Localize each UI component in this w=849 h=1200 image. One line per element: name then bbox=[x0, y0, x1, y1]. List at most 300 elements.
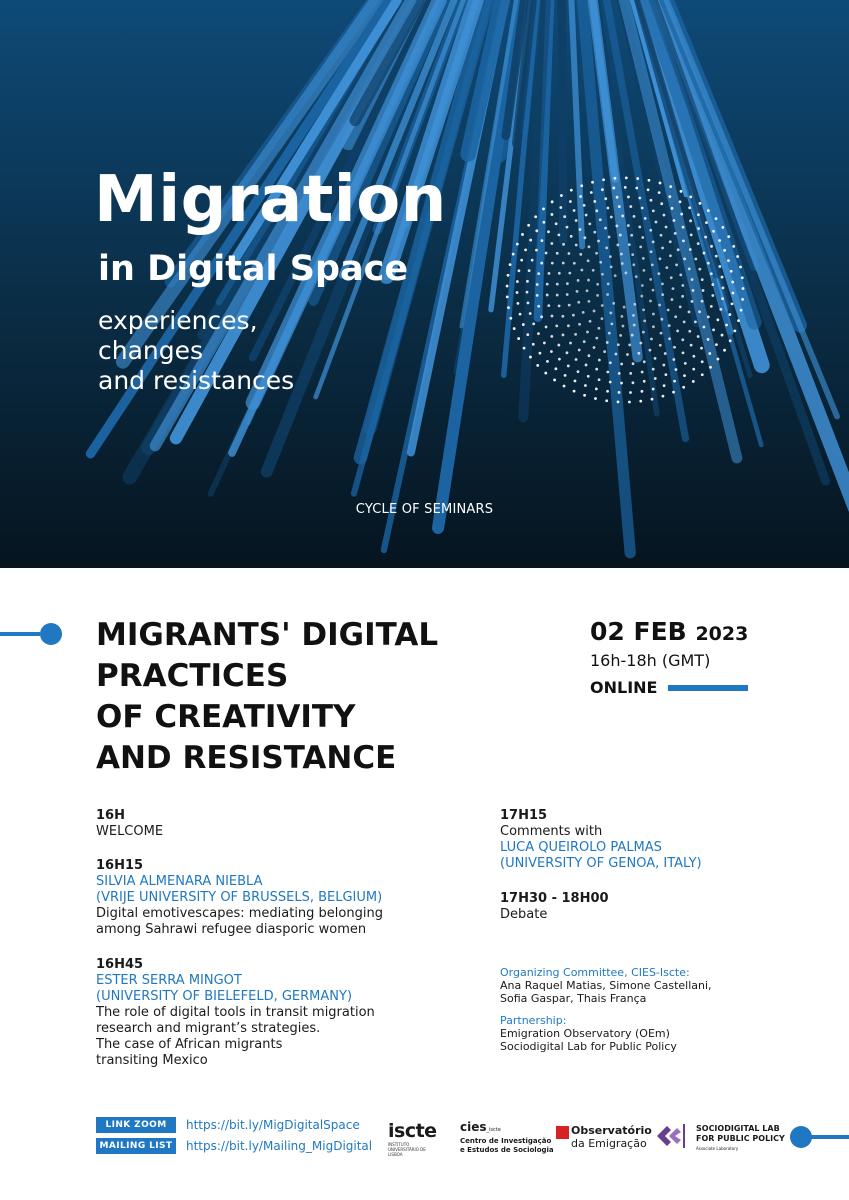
spiral-dot bbox=[707, 262, 710, 265]
spiral-dot bbox=[652, 209, 655, 212]
decorative-line-left bbox=[0, 632, 40, 636]
spiral-dot bbox=[563, 215, 566, 218]
spiral-dot bbox=[541, 239, 544, 242]
spiral-dot bbox=[516, 280, 519, 283]
spiral-dot bbox=[557, 233, 560, 236]
spiral-dot bbox=[629, 391, 632, 394]
spiral-dot bbox=[547, 230, 550, 233]
spiral-dot bbox=[652, 368, 655, 371]
spiral-dot bbox=[654, 357, 657, 360]
spiral-dot bbox=[691, 300, 694, 303]
spiral-dot bbox=[700, 347, 703, 350]
spiral-dot bbox=[580, 269, 583, 272]
spiral-dot bbox=[652, 313, 655, 316]
spiral-dot bbox=[590, 191, 593, 194]
spiral-dot bbox=[715, 217, 718, 220]
spiral-dot bbox=[587, 375, 590, 378]
spiral-dot bbox=[588, 222, 591, 225]
spiral-dot bbox=[562, 262, 565, 265]
spiral-dot bbox=[642, 308, 645, 311]
slot-time: 16H15 bbox=[96, 858, 144, 873]
programme-welcome bbox=[96, 808, 163, 840]
spiral-dot bbox=[584, 384, 587, 387]
spiral-dot bbox=[658, 191, 661, 194]
spiral-dot bbox=[697, 242, 700, 245]
hero-banner bbox=[0, 0, 849, 568]
spiral-dot bbox=[532, 322, 535, 325]
spiral-dot bbox=[701, 300, 704, 303]
speaker-affiliation: (UNIVERSITY OF GENOA, ITALY) bbox=[500, 856, 702, 871]
spiral-dot bbox=[642, 331, 645, 334]
spiral-dot bbox=[575, 219, 578, 222]
spiral-dot bbox=[603, 350, 606, 353]
committee-label: Organizing Committee, CIES-Iscte: bbox=[500, 966, 690, 979]
spiral-dot bbox=[536, 294, 539, 297]
spiral-dot bbox=[588, 300, 591, 303]
spiral-dot bbox=[684, 362, 687, 365]
spiral-dot bbox=[538, 352, 541, 355]
spiral-dot bbox=[631, 334, 634, 337]
speaker-name: SILVIA ALMENARA NIEBLA bbox=[96, 874, 263, 889]
spiral-dot bbox=[562, 334, 565, 337]
spiral-dot bbox=[622, 325, 625, 328]
spiral-dot bbox=[584, 236, 587, 239]
spiral-dot bbox=[669, 254, 672, 257]
spiral-dot bbox=[669, 240, 672, 243]
spiral-dot bbox=[741, 276, 744, 279]
spiral-dot bbox=[578, 323, 581, 326]
spiral-dot bbox=[542, 208, 545, 211]
spiral-dot bbox=[717, 358, 720, 361]
partnership-label: Partnership: bbox=[500, 1014, 567, 1027]
spiral-dot bbox=[649, 300, 652, 303]
spiral-dot bbox=[672, 287, 675, 290]
spiral-dot bbox=[537, 332, 540, 335]
spiral-dot bbox=[597, 240, 600, 243]
spiral-dot bbox=[599, 261, 602, 264]
spiral-dot bbox=[595, 368, 598, 371]
spiral-dot bbox=[632, 362, 635, 365]
spiral-dot bbox=[675, 263, 678, 266]
spiral-dot bbox=[639, 245, 642, 248]
spiral-dot bbox=[728, 313, 731, 316]
spiral-dot bbox=[526, 280, 529, 283]
spiral-dot bbox=[588, 354, 591, 357]
spiral-dot bbox=[529, 356, 532, 359]
spiral-dot bbox=[701, 373, 704, 376]
spiral-dot bbox=[587, 279, 590, 282]
spiral-dot bbox=[683, 320, 686, 323]
spiral-dot bbox=[703, 252, 706, 255]
spiral-dot bbox=[556, 283, 559, 286]
spiral-dot bbox=[681, 295, 684, 298]
spiral-dot bbox=[616, 196, 619, 199]
spiral-dot bbox=[633, 215, 636, 218]
spiral-dot bbox=[618, 205, 621, 208]
spiral-dot bbox=[632, 263, 635, 266]
spiral-dot bbox=[579, 195, 582, 198]
talk-title-line: The role of digital tools in transit migration bbox=[96, 1005, 375, 1020]
light-ray bbox=[562, 0, 564, 241]
spiral-dot bbox=[608, 332, 611, 335]
spiral-dot bbox=[721, 226, 724, 229]
spiral-dot bbox=[628, 344, 631, 347]
spiral-dot bbox=[673, 219, 676, 222]
spiral-dot bbox=[682, 239, 685, 242]
spiral-dot bbox=[608, 236, 611, 239]
spiral-dot bbox=[577, 279, 580, 282]
spiral-dot bbox=[535, 229, 538, 232]
spiral-dot bbox=[572, 314, 575, 317]
spiral-dot bbox=[673, 346, 676, 349]
talk-title-line: Digital emotivescapes: mediating belonging bbox=[96, 906, 383, 921]
spiral-dot bbox=[641, 390, 644, 393]
session-title bbox=[96, 615, 438, 779]
spiral-dot bbox=[569, 342, 572, 345]
spiral-dot bbox=[535, 249, 538, 252]
spiral-dot bbox=[591, 181, 594, 184]
spiral-dot bbox=[679, 200, 682, 203]
spiral-dot bbox=[629, 205, 632, 208]
spiral-dot bbox=[527, 302, 530, 305]
spiral-dot bbox=[615, 224, 618, 227]
spiral-dot bbox=[536, 364, 539, 367]
spiral-dot bbox=[507, 306, 510, 309]
spiral-dot bbox=[661, 247, 664, 250]
sociodigital-line: FOR PUBLIC POLICY bbox=[696, 1134, 785, 1143]
spiral-dot bbox=[614, 274, 617, 277]
spiral-dot bbox=[516, 243, 519, 246]
spiral-dot bbox=[639, 400, 642, 403]
spiral-dot bbox=[617, 401, 620, 404]
spiral-dot bbox=[668, 195, 671, 198]
spiral-dot bbox=[564, 374, 567, 377]
spiral-dot bbox=[548, 272, 551, 275]
spiral-dot bbox=[692, 355, 695, 358]
committee-members: Ana Raquel Matias, Simone Castellani, bbox=[500, 979, 712, 992]
spiral-dot bbox=[649, 278, 652, 281]
spiral-dot bbox=[594, 397, 597, 400]
spiral-dot bbox=[598, 327, 601, 330]
spiral-dot bbox=[509, 263, 512, 266]
zoom-link-label: LINK ZOOM bbox=[96, 1117, 176, 1133]
spiral-dot bbox=[644, 217, 647, 220]
spiral-dot bbox=[638, 197, 641, 200]
spiral-dot bbox=[579, 253, 582, 256]
spiral-dot bbox=[595, 337, 598, 340]
hero-subtitle: in Digital Space bbox=[98, 249, 409, 289]
sociodigital-logo-mark bbox=[655, 1120, 689, 1152]
spiral-dot bbox=[641, 236, 644, 239]
partner-name: Emigration Observatory (OEm) bbox=[500, 1027, 670, 1040]
spiral-dot bbox=[546, 283, 549, 286]
spiral-dot bbox=[633, 303, 636, 306]
spiral-dot bbox=[604, 227, 607, 230]
spiral-dot bbox=[733, 330, 736, 333]
spiral-dot bbox=[721, 297, 724, 300]
spiral-dot bbox=[553, 379, 556, 382]
zoom-link[interactable]: https://bit.ly/MigDigitalSpace bbox=[186, 1118, 360, 1132]
spiral-dot bbox=[680, 190, 683, 193]
spiral-dot bbox=[682, 386, 685, 389]
spiral-dot bbox=[555, 324, 558, 327]
spiral-dot bbox=[593, 231, 596, 234]
spiral-dot bbox=[652, 325, 655, 328]
spiral-dot bbox=[643, 360, 646, 363]
spiral-dot bbox=[669, 185, 672, 188]
spiral-dot bbox=[577, 301, 580, 304]
spiral-dot bbox=[665, 226, 668, 229]
spiral-dot bbox=[606, 293, 609, 296]
spiral-dot bbox=[647, 188, 650, 191]
spiral-dot bbox=[651, 398, 654, 401]
session-title-line: OF CREATIVITY bbox=[96, 699, 356, 735]
sociodigital-subtitle: Associate Laboratory bbox=[696, 1146, 739, 1151]
oem-logo-mark bbox=[556, 1126, 569, 1139]
spiral-dot bbox=[698, 310, 701, 313]
spiral-dot bbox=[662, 364, 665, 367]
spiral-dot bbox=[676, 330, 679, 333]
spiral-dot bbox=[731, 281, 734, 284]
spiral-dot bbox=[551, 213, 554, 216]
spiral-dot bbox=[568, 304, 571, 307]
spiral-dot bbox=[551, 262, 554, 265]
spiral-dot bbox=[566, 351, 569, 354]
mailing-list-label: MAILING LIST bbox=[96, 1138, 176, 1154]
spiral-dot bbox=[577, 370, 580, 373]
spiral-dot bbox=[558, 304, 561, 307]
session-date bbox=[590, 617, 748, 646]
spiral-dot bbox=[719, 308, 722, 311]
spiral-dot bbox=[570, 235, 573, 238]
spiral-dot bbox=[712, 230, 715, 233]
spiral-dot bbox=[671, 298, 674, 301]
slot-time: 17H30 - 18H00 bbox=[500, 891, 609, 906]
spiral-dot bbox=[588, 245, 591, 248]
spiral-dot bbox=[593, 310, 596, 313]
spiral-dot bbox=[570, 189, 573, 192]
cies-subtitle-line: e Estudos de Sociologia bbox=[460, 1146, 554, 1154]
spiral-dot bbox=[715, 255, 718, 258]
spiral-dot bbox=[689, 248, 692, 251]
spiral-dot bbox=[707, 316, 710, 319]
spiral-dot bbox=[660, 318, 663, 321]
spiral-dot bbox=[692, 380, 695, 383]
spiral-dot bbox=[606, 207, 609, 210]
spiral-dot bbox=[550, 350, 553, 353]
spiral-dot bbox=[652, 240, 655, 243]
spiral-dot bbox=[723, 349, 726, 352]
spiral-dot bbox=[601, 304, 604, 307]
decorative-line-right bbox=[808, 1135, 849, 1139]
spiral-dot bbox=[532, 343, 535, 346]
spiral-dot bbox=[512, 253, 515, 256]
spiral-dot bbox=[681, 284, 684, 287]
spiral-dot bbox=[620, 382, 623, 385]
slot-text: Debate bbox=[500, 907, 548, 922]
cies-logo bbox=[460, 1121, 501, 1133]
spiral-dot bbox=[697, 227, 700, 230]
spiral-dot bbox=[670, 276, 673, 279]
spiral-dot bbox=[567, 365, 570, 368]
hero-title: Migration bbox=[94, 163, 447, 237]
speaker-affiliation: (VRIJE UNIVERSITY OF BRUSSELS, BELGIUM) bbox=[96, 890, 383, 905]
spiral-dot bbox=[545, 326, 548, 329]
spiral-dot bbox=[643, 380, 646, 383]
spiral-dot bbox=[718, 239, 721, 242]
spiral-dot bbox=[660, 234, 663, 237]
spiral-dot bbox=[732, 292, 735, 295]
spiral-dot bbox=[641, 284, 644, 287]
spiral-dot bbox=[556, 252, 559, 255]
spiral-dot bbox=[606, 371, 609, 374]
slot-text: WELCOME bbox=[96, 824, 164, 839]
spiral-dot bbox=[601, 273, 604, 276]
spiral-dot bbox=[617, 343, 620, 346]
spiral-dot bbox=[658, 304, 661, 307]
spiral-dot bbox=[516, 291, 519, 294]
spiral-dot bbox=[725, 324, 728, 327]
spiral-dot bbox=[587, 259, 590, 262]
cycle-label: CYCLE OF SEMINARS bbox=[355, 502, 494, 517]
spiral-dot bbox=[637, 352, 640, 355]
spiral-dot bbox=[710, 272, 713, 275]
spiral-dot bbox=[523, 347, 526, 350]
talk-title-line: transiting Mexico bbox=[96, 1053, 208, 1068]
spiral-dot bbox=[701, 278, 704, 281]
spiral-dot bbox=[610, 322, 613, 325]
spiral-dot bbox=[585, 364, 588, 367]
spiral-dot bbox=[612, 187, 615, 190]
spiral-dot bbox=[674, 315, 677, 318]
spiral-dot bbox=[601, 188, 604, 191]
spiral-dot bbox=[679, 273, 682, 276]
spiral-dot bbox=[649, 349, 652, 352]
session-title-line: PRACTICES bbox=[96, 658, 289, 694]
spiral-dot bbox=[641, 371, 644, 374]
spiral-dot bbox=[627, 196, 630, 199]
spiral-dot bbox=[707, 338, 710, 341]
spiral-dot bbox=[741, 298, 744, 301]
spiral-dot bbox=[537, 272, 540, 275]
spiral-dot bbox=[562, 243, 565, 246]
spiral-dot bbox=[682, 351, 685, 354]
iscte-logo: iscte bbox=[388, 1120, 437, 1142]
spiral-dot bbox=[517, 337, 520, 340]
spiral-dot bbox=[615, 353, 618, 356]
spiral-dot bbox=[681, 338, 684, 341]
session-hours: 16h-18h (GMT) bbox=[590, 651, 711, 670]
spiral-dot bbox=[566, 293, 569, 296]
spiral-dot bbox=[660, 202, 663, 205]
spiral-dot bbox=[540, 262, 543, 265]
tagline-line: and resistances bbox=[98, 366, 295, 395]
spiral-dot bbox=[688, 311, 691, 314]
session-title-line: MIGRANTS' DIGITAL bbox=[96, 617, 439, 653]
spiral-dot bbox=[605, 399, 608, 402]
spiral-dot bbox=[521, 233, 524, 236]
spiral-dot bbox=[618, 391, 621, 394]
spiral-dot bbox=[625, 177, 628, 180]
partnership bbox=[500, 1014, 677, 1053]
spiral-dot bbox=[723, 249, 726, 252]
spiral-dot bbox=[659, 344, 662, 347]
spiral-dot bbox=[650, 250, 653, 253]
spiral-dot bbox=[711, 294, 714, 297]
spiral-dot bbox=[568, 252, 571, 255]
spiral-dot bbox=[543, 342, 546, 345]
spiral-dot bbox=[531, 259, 534, 262]
decorative-dot-left bbox=[40, 623, 62, 645]
spiral-dot bbox=[624, 186, 627, 189]
spiral-dot bbox=[527, 224, 530, 227]
committee-members: Sofia Gaspar, Thais França bbox=[500, 992, 647, 1005]
spiral-dot bbox=[599, 218, 602, 221]
spiral-dot bbox=[715, 343, 718, 346]
spiral-dot bbox=[616, 244, 619, 247]
spiral-dot bbox=[573, 262, 576, 265]
spiral-dot bbox=[683, 374, 686, 377]
spiral-dot bbox=[697, 335, 700, 338]
spiral-dot bbox=[674, 232, 677, 235]
mailing-list-link[interactable]: https://bit.ly/Mailing_MigDigital bbox=[186, 1139, 373, 1153]
spiral-dot bbox=[592, 269, 595, 272]
spiral-dot bbox=[635, 275, 638, 278]
spiral-dot bbox=[718, 265, 721, 268]
spiral-dot bbox=[659, 182, 662, 185]
spiral-dot bbox=[566, 226, 569, 229]
spiral-dot bbox=[628, 243, 631, 246]
spiral-dot bbox=[579, 228, 582, 231]
spiral-dot bbox=[692, 289, 695, 292]
spiral-dot bbox=[689, 196, 692, 199]
spiral-dot bbox=[576, 290, 579, 293]
decorative-dot-right bbox=[790, 1126, 812, 1148]
spiral-dot bbox=[694, 258, 697, 261]
spiral-dot bbox=[739, 266, 742, 269]
spiral-dot bbox=[689, 219, 692, 222]
spiral-dot bbox=[662, 395, 665, 398]
spiral-dot bbox=[544, 372, 547, 375]
spiral-dot bbox=[642, 269, 645, 272]
spiral-dot bbox=[701, 360, 704, 363]
spiral-dot bbox=[659, 257, 662, 260]
programme-talk-1 bbox=[96, 858, 383, 938]
spiral-dot bbox=[558, 272, 561, 275]
spiral-dot bbox=[711, 283, 714, 286]
talk-title-line: research and migrant’s strategies. bbox=[96, 1021, 321, 1036]
spiral-dot bbox=[559, 206, 562, 209]
spiral-dot bbox=[688, 206, 691, 209]
spiral-dot bbox=[529, 312, 532, 315]
spiral-dot bbox=[605, 246, 608, 249]
spiral-dot bbox=[596, 294, 599, 297]
decorative-bar bbox=[668, 685, 748, 691]
partner-name: Sociodigital Lab for Public Policy bbox=[500, 1040, 677, 1053]
spiral-dot bbox=[731, 302, 734, 305]
spiral-dot bbox=[721, 276, 724, 279]
spiral-dot bbox=[699, 202, 702, 205]
spiral-dot bbox=[583, 340, 586, 343]
spiral-dot bbox=[727, 235, 730, 238]
spiral-dot bbox=[583, 204, 586, 207]
spiral-dot bbox=[672, 391, 675, 394]
spiral-dot bbox=[598, 378, 601, 381]
spiral-dot bbox=[657, 272, 660, 275]
spiral-dot bbox=[542, 221, 545, 224]
slot-time: 16H45 bbox=[96, 957, 144, 972]
spiral-dot bbox=[560, 194, 563, 197]
